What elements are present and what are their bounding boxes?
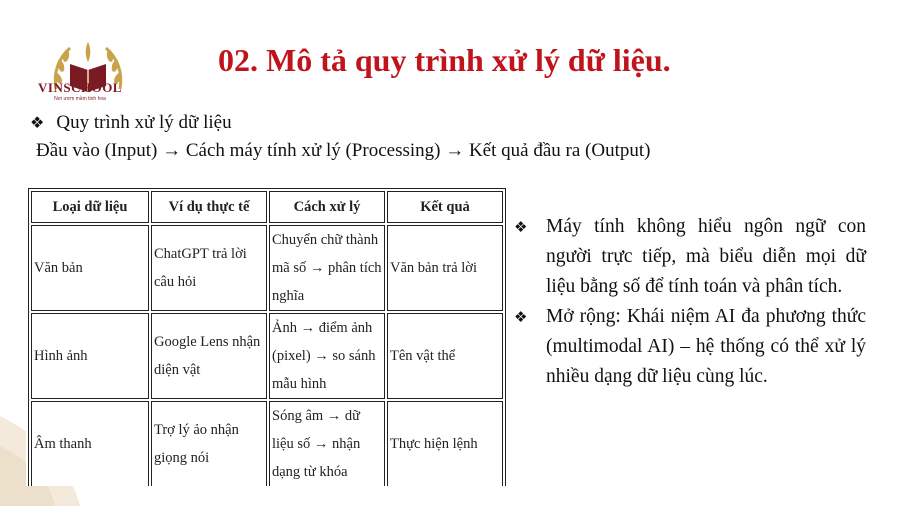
table-row — [31, 401, 503, 486]
explanation-text-2: Mở rộng: Khái niệm AI đa phương thức (multimodal AI) – hệ thống có thể xử lý nhiều dạng dữ liệu cùng lúc. — [546, 306, 866, 387]
table-row — [31, 225, 503, 311]
cell-result: Tên vật thể — [387, 313, 503, 399]
header-data-type: Loại dữ liệu — [31, 191, 149, 223]
bullet-process — [30, 112, 232, 134]
bullet-process-label: Quy trình xử lý dữ liệu — [56, 112, 232, 133]
table-row — [31, 313, 503, 399]
cell-result: Văn bản trả lời — [387, 225, 503, 311]
data-processing-table — [28, 188, 506, 486]
page-title: 02. Mô tả quy trình xử lý dữ liệu. — [218, 42, 671, 78]
header-processing: Cách xử lý — [269, 191, 385, 223]
process-flow: Đầu vào (Input) → Cách máy tính xử lý (Processing) → Kết quả đầu ra (Output) — [36, 140, 651, 161]
explanation-paragraph-2 — [514, 302, 866, 392]
cell-type: Hình ảnh — [31, 313, 149, 399]
cell-result: Thực hiện lệnh — [387, 401, 503, 486]
table-header-row — [31, 191, 503, 223]
logo-name: VINSCHOOL — [38, 80, 122, 95]
data-table-image — [26, 184, 512, 486]
diamond-bullet-icon: ❖ — [514, 218, 528, 236]
cell-process: Sóng âm → dữ liệu số → nhận dạng từ khóa — [269, 401, 385, 486]
explanation-text-1: Máy tính không hiểu ngôn ngữ con người trực tiếp, mà biểu diễn mọi dữ liệu bằng số để tính toán và phân tích. — [546, 216, 866, 297]
cell-example: ChatGPT trả lời câu hỏi — [151, 225, 267, 311]
cell-process: Ảnh → điểm ảnh (pixel) → so sánh mẫu hình — [269, 313, 385, 399]
cell-example: Trợ lý ảo nhận giọng nói — [151, 401, 267, 486]
diamond-bullet-icon: ❖ — [30, 113, 45, 132]
cell-example: Google Lens nhận diện vật — [151, 313, 267, 399]
cell-process: Chuyển chữ thành mã số → phân tích nghĩa — [269, 225, 385, 311]
explanation-text — [514, 212, 866, 392]
cell-type: Văn bản — [31, 225, 149, 311]
diamond-bullet-icon: ❖ — [514, 308, 528, 326]
header-result: Kết quả — [387, 191, 503, 223]
header-example: Ví dụ thực tế — [151, 191, 267, 223]
logo-tagline: Nơi ươm mầm tinh hoa — [54, 96, 106, 102]
cell-type: Âm thanh — [31, 401, 149, 486]
explanation-paragraph-1 — [514, 212, 866, 302]
